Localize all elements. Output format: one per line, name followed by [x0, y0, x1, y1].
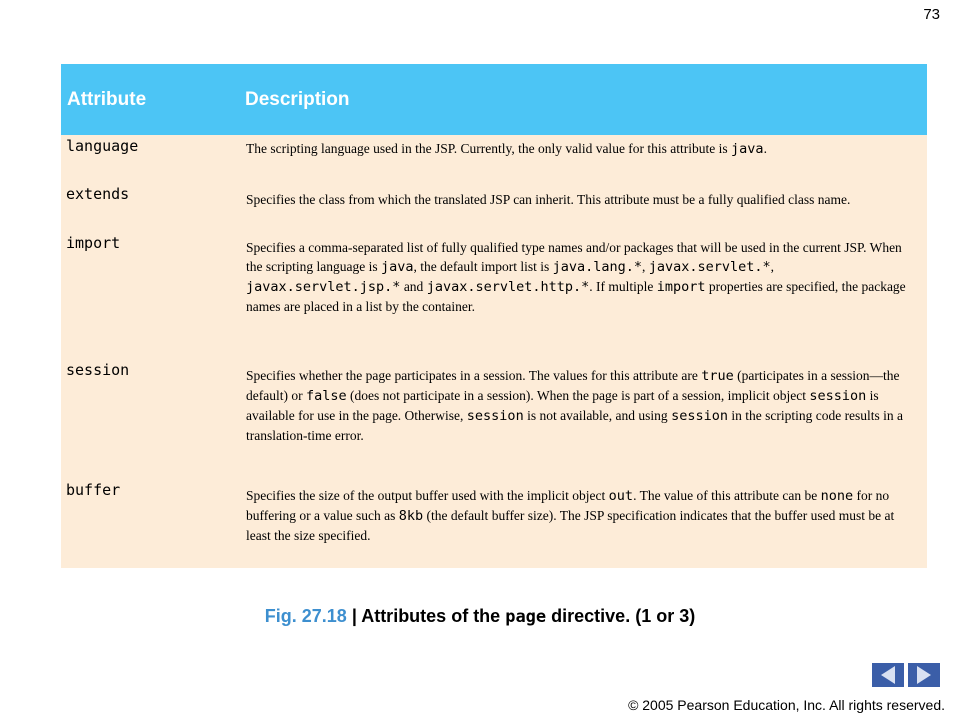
previous-slide-button[interactable]	[872, 663, 904, 687]
code-fragment: none	[820, 488, 854, 504]
triangle-left-icon	[881, 666, 895, 684]
header-attribute: Attribute	[67, 88, 147, 110]
code-fragment: false	[305, 388, 347, 404]
header-description: Description	[245, 88, 350, 110]
code-fragment: true	[701, 368, 734, 384]
code-fragment: javax.servlet.jsp.*	[246, 279, 401, 295]
attribute-name: extends	[66, 185, 130, 203]
table-header-row	[61, 64, 927, 135]
attribute-name: session	[66, 361, 130, 379]
table-row	[61, 479, 927, 568]
table-row	[61, 135, 927, 183]
figure-number: Fig. 27.18	[264, 606, 347, 626]
code-fragment: import	[656, 279, 706, 295]
attributes-table	[61, 64, 927, 568]
code-fragment: java	[731, 141, 764, 157]
attribute-description: Specifies the class from which the translated JSP can inherit. This attribute must be a fully qualified class name.	[246, 192, 851, 207]
code-fragment: java.lang.*	[552, 259, 642, 275]
attribute-name: import	[66, 234, 121, 252]
code-fragment: java	[380, 259, 414, 275]
code-fragment: 8kb	[398, 508, 424, 524]
caption-text: | Attributes of the	[346, 606, 506, 626]
code-fragment: out	[608, 488, 634, 504]
next-slide-button[interactable]	[908, 663, 940, 687]
figure-caption	[0, 606, 960, 627]
attribute-name: language	[66, 137, 139, 155]
table-row	[61, 232, 927, 359]
code-fragment: javax.servlet.*	[648, 259, 771, 275]
code-fragment: javax.servlet.http.*	[426, 279, 590, 295]
attribute-description: Specifies the size of the output buffer used with the implicit object out. The value of this attribute can be none for no buffering or a value such as 8kb (the default buffer size). The JSP specification indicates that the buffer used must be at least the size specified.	[246, 488, 895, 543]
code-fragment: session	[809, 388, 867, 404]
copyright-notice: © 2005 Pearson Education, Inc. All rights reserved.	[628, 697, 945, 713]
attribute-name: buffer	[66, 481, 121, 499]
code-fragment: session	[466, 408, 524, 424]
attribute-description: The scripting language used in the JSP. Currently, the only valid value for this attribute is java.	[246, 141, 767, 157]
slide-number: 73	[923, 6, 940, 23]
attribute-description: Specifies whether the page participates in a session. The values for this attribute are true (participates in a session—the default) or false (does not participate in a session). When the page is part of a session, implicit object session is available for use in the page. Otherwise, session is not available, and using session in the scripting code results in a translation-time error.	[246, 368, 904, 443]
caption-text-end: directive. (1 or 3)	[546, 606, 696, 626]
code-fragment: session	[671, 408, 728, 424]
table-row	[61, 183, 927, 232]
triangle-right-icon	[917, 666, 931, 684]
caption-code: page	[505, 607, 547, 627]
table-row	[61, 359, 927, 479]
attribute-description: Specifies a comma-separated list of fully qualified type names and/or packages that will be used in the current JSP. When the scripting language is java, the default import list is java.lang.*, javax.servlet.*, javax.servlet.jsp.* and javax.servlet.http.*. If multiple import properties are specified, the package names are placed in a list by the container.	[246, 240, 906, 314]
slide-navigation	[872, 663, 940, 687]
